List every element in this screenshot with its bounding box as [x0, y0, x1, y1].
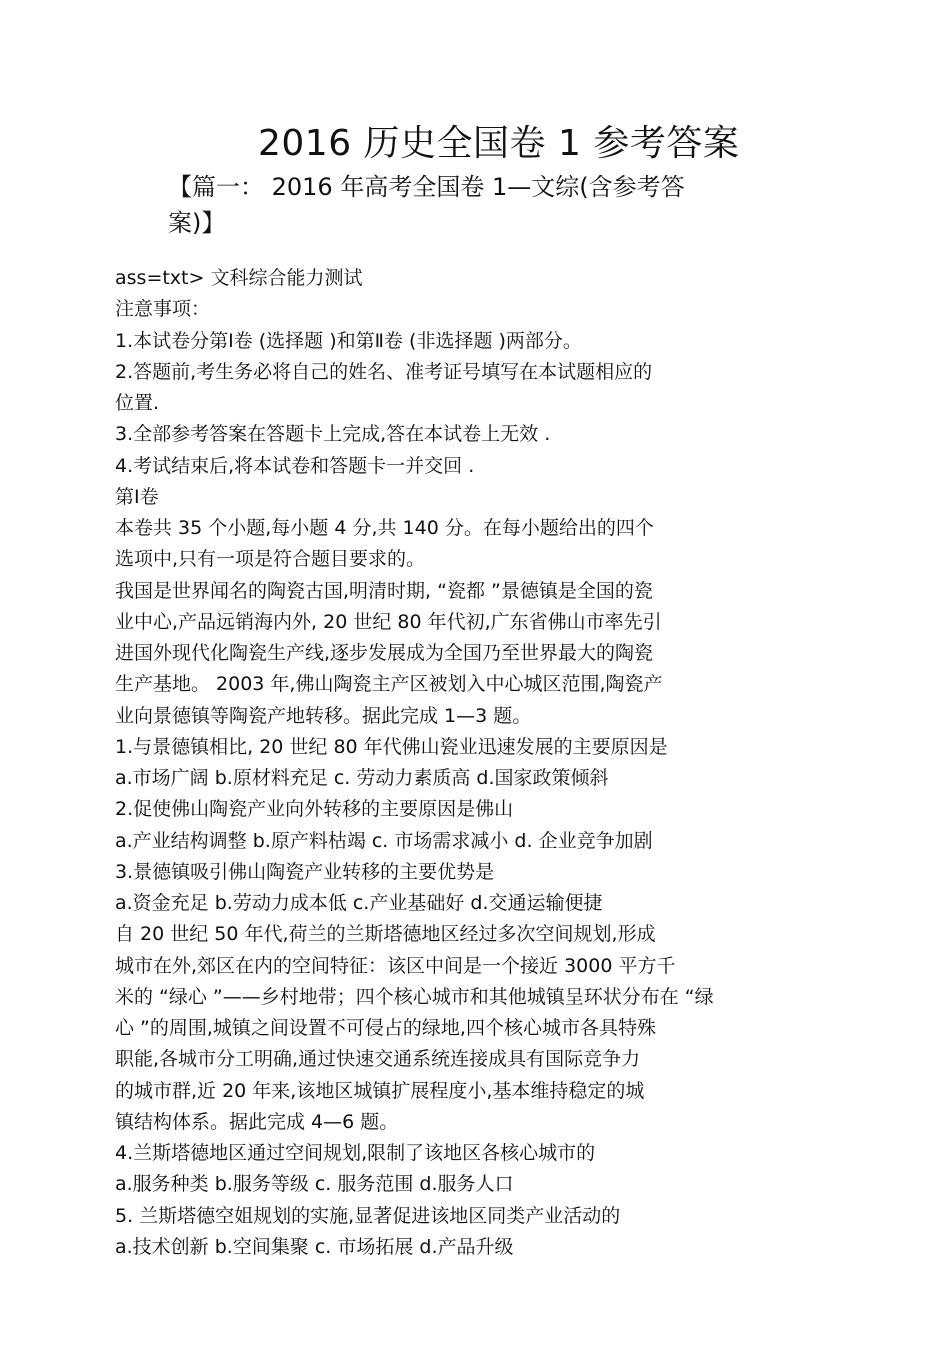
- text-line: 3.景德镇吸引佛山陶瓷产业转移的主要优势是: [115, 861, 495, 883]
- text-line: 我国是世界闻名的陶瓷古国,明清时期, “瓷都 ”景德镇是全国的瓷: [115, 580, 653, 602]
- text-line: 4.兰斯塔德地区通过空间规划,限制了该地区各核心城市的: [115, 1142, 596, 1164]
- text-line: 位置.: [115, 392, 160, 414]
- text-line: 生产基地。 2003 年,佛山陶瓷主产区被划入中心城区范围,陶瓷产: [115, 673, 663, 695]
- document-subtitle-line-2: 案)】: [168, 209, 226, 237]
- text-line: a.服务种类 b.服务等级 c. 服务范围 d.服务人口: [115, 1173, 514, 1195]
- text-line: 2.促使佛山陶瓷产业向外转移的主要原因是佛山: [115, 798, 514, 820]
- text-line: 的城市群,近 20 年来,该地区城镇扩展程度小,基本维持稳定的城: [115, 1080, 645, 1102]
- text-line: 注意事项：: [115, 298, 211, 320]
- text-line: 业中心,产品远销海内外, 20 世纪 80 年代初,广东省佛山市率先引: [115, 611, 662, 633]
- text-line: 3.全部参考答案在答题卡上完成,答在本试卷上无效 .: [115, 423, 551, 445]
- document-subtitle-line-1: 【篇一： 2016 年高考全国卷 1—文综(含参考答: [168, 173, 685, 201]
- text-line: 进国外现代化陶瓷生产线,逐步发展成为全国乃至世界最大的陶瓷: [115, 642, 654, 664]
- text-line: 自 20 世纪 50 年代,荷兰的兰斯塔德地区经过多次空间规划,形成: [115, 923, 656, 945]
- text-line: 心 ”的周围,城镇之间设置不可侵占的绿地,四个核心城市各具特殊: [115, 1017, 656, 1039]
- text-line: 第Ⅰ卷: [115, 486, 159, 508]
- text-line: a.资金充足 b.劳动力成本低 c.产业基础好 d.交通运输便捷: [115, 892, 603, 914]
- text-line: ass=txt> 文科综合能力测试: [115, 267, 363, 289]
- text-line: 5. 兰斯塔德空姐规划的实施,显著促进该地区同类产业活动的: [115, 1205, 621, 1227]
- text-line: 1.与景德镇相比, 20 世纪 80 年代佛山瓷业迅速发展的主要原因是: [115, 736, 668, 758]
- text-line: a.产业结构调整 b.原产料枯竭 c. 市场需求减小 d. 企业竞争加剧: [115, 830, 653, 852]
- text-line: 本卷共 35 个小题,每小题 4 分,共 140 分。在每小题给出的四个: [115, 517, 654, 539]
- text-line: a.市场广阔 b.原材料充足 c. 劳动力素质高 d.国家政策倾斜: [115, 767, 609, 789]
- text-line: 业向景德镇等陶瓷产地转移。据此完成 1—3 题。: [115, 705, 532, 727]
- text-line: 选项中,只有一项是符合题目要求的。: [115, 548, 426, 570]
- text-line: 2.答题前,考生务必将自己的姓名、准考证号填写在本试题相应的: [115, 361, 653, 383]
- document-title: 2016 历史全国卷 1 参考答案: [258, 123, 740, 164]
- text-line: 城市在外,郊区在内的空间特征：该区中间是一个接近 3000 平方千: [115, 955, 676, 977]
- text-line: 米的 “绿心 ”——乡村地带；四个核心城市和其他城镇呈环状分布在 “绿: [115, 986, 714, 1008]
- text-line: 职能,各城市分工明确,通过快速交通系统连接成具有国际竞争力: [115, 1048, 641, 1070]
- text-line: 1.本试卷分第Ⅰ卷 (选择题 )和第Ⅱ卷 (非选择题 )两部分。: [115, 330, 582, 352]
- text-line: 镇结构体系。据此完成 4—6 题。: [115, 1111, 399, 1133]
- text-line: a.技术创新 b.空间集聚 c. 市场拓展 d.产品升级: [115, 1236, 514, 1258]
- text-line: 4.考试结束后,将本试卷和答题卡一并交回 .: [115, 455, 475, 477]
